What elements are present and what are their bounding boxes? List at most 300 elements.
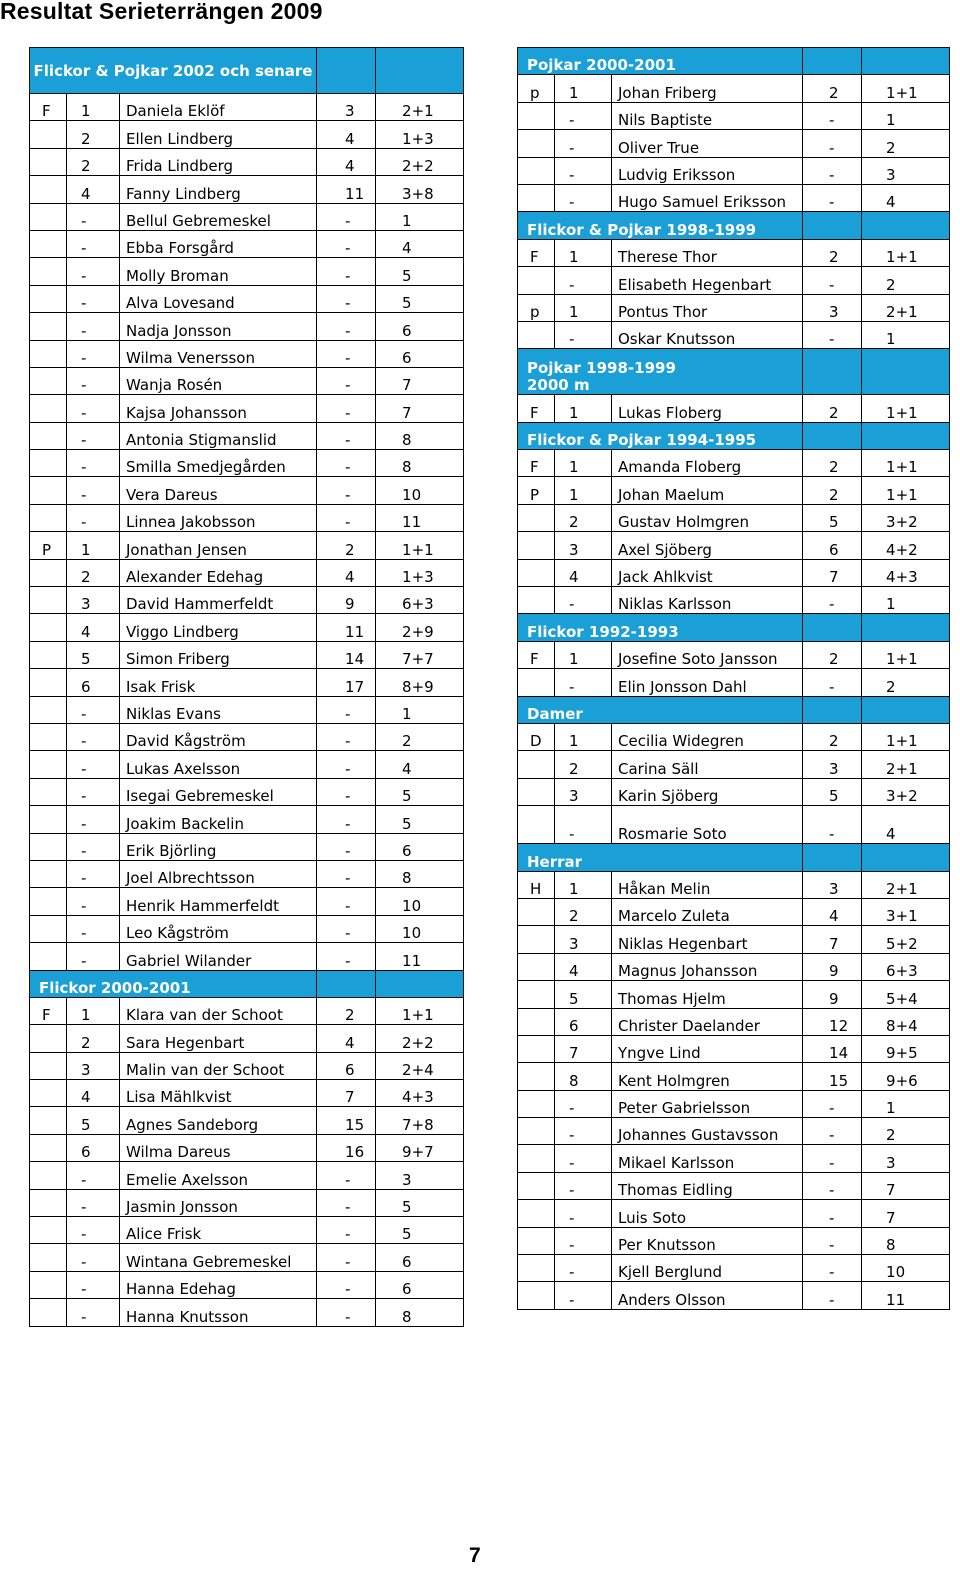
class-cell: F [518,641,555,668]
class-cell [518,1145,555,1172]
points-cell: 2 [803,395,862,422]
name-cell: Alice Frisk [120,1217,317,1244]
class-cell [30,806,67,833]
points-cell: - [803,102,862,129]
place-cell: 1 [555,871,612,898]
breakdown-cell: 5 [376,1217,464,1244]
points-cell: 2 [803,477,862,504]
place-cell: 5 [67,1107,120,1134]
category-title: Flickor 2000-2001 [39,978,191,997]
result-row [30,915,464,942]
class-cell [518,669,555,696]
breakdown-cell: 8 [376,422,464,449]
place-cell: 4 [555,559,612,586]
class-cell [518,559,555,586]
points-cell: 17 [317,669,376,696]
place-cell: - [67,477,120,504]
place-cell: - [67,1271,120,1298]
class-cell [518,751,555,778]
points-cell: - [317,696,376,723]
name-cell: Thomas Eidling [612,1172,803,1199]
breakdown-cell: 2+1 [862,294,950,321]
result-row [30,696,464,723]
name-cell: Isak Frisk [120,669,317,696]
result-row [30,477,464,504]
result-row [30,997,464,1024]
category-title: Pojkar 2000-2001 [527,56,676,75]
name-cell: Hanna Knutsson [120,1299,317,1326]
points-cell: - [803,1145,862,1172]
place-cell: 2 [67,148,120,175]
points-cell: - [803,267,862,294]
header-empty-cell [862,349,950,395]
results-table-left [29,47,464,1327]
place-cell: - [67,395,120,422]
class-cell [30,1134,67,1161]
points-cell: - [803,130,862,157]
result-row [30,860,464,887]
breakdown-cell: 1 [862,321,950,348]
header-empty-cell [376,48,464,94]
class-cell [518,1282,555,1309]
category-title: Pojkar 1998-1999 [527,359,676,378]
header-empty-cell [803,422,862,449]
breakdown-cell: 3+1 [862,898,950,925]
points-cell: - [317,860,376,887]
breakdown-cell: 2+1 [376,94,464,121]
place-cell: 4 [67,1080,120,1107]
name-cell: Jonathan Jensen [120,532,317,559]
header-empty-cell [317,970,376,997]
breakdown-cell: 1 [862,587,950,614]
header-empty-cell [862,212,950,239]
name-cell: Per Knutsson [612,1227,803,1254]
points-cell: 11 [317,614,376,641]
class-cell [30,1052,67,1079]
class-cell [30,258,67,285]
points-cell: - [317,806,376,833]
name-cell: Luis Soto [612,1200,803,1227]
name-cell: Sara Hegenbart [120,1025,317,1052]
name-cell: Kajsa Johansson [120,395,317,422]
place-cell: 1 [555,239,612,266]
result-row [30,641,464,668]
category-title: Flickor & Pojkar 2002 och senare [33,61,313,80]
points-cell: 12 [803,1008,862,1035]
points-cell: - [317,285,376,312]
breakdown-cell: 6 [376,1244,464,1271]
class-cell [518,1063,555,1090]
breakdown-cell: 1+1 [862,239,950,266]
points-cell: - [803,806,862,844]
class-cell: p [518,75,555,102]
name-cell: Elin Jonsson Dahl [612,669,803,696]
result-row [518,102,950,129]
place-cell: - [555,1172,612,1199]
points-cell: 14 [317,641,376,668]
result-row [518,981,950,1008]
class-cell: F [518,239,555,266]
page-title: Resultat Serieterrängen 2009 [0,0,323,24]
breakdown-cell: 1+3 [376,559,464,586]
points-cell: 3 [803,871,862,898]
breakdown-cell: 11 [862,1282,950,1309]
name-cell: Niklas Evans [120,696,317,723]
category-title: Flickor & Pojkar 1994-1995 [527,431,757,450]
class-cell [30,669,67,696]
result-row [30,176,464,203]
place-cell: 3 [67,587,120,614]
points-cell: 4 [317,148,376,175]
place-cell: - [67,422,120,449]
place-cell: 1 [555,641,612,668]
name-cell: Pontus Thor [612,294,803,321]
breakdown-cell: 4 [376,230,464,257]
name-cell: Wintana Gebremeskel [120,1244,317,1271]
points-cell: - [317,422,376,449]
points-cell: 2 [317,997,376,1024]
place-cell: 8 [555,1063,612,1090]
place-cell: - [67,258,120,285]
points-cell: 2 [803,239,862,266]
result-row [518,1172,950,1199]
result-row [518,1063,950,1090]
class-cell [30,587,67,614]
result-row [30,778,464,805]
place-cell: 1 [555,395,612,422]
breakdown-cell: 6 [376,340,464,367]
place-cell: - [67,833,120,860]
name-cell: Emelie Axelsson [120,1162,317,1189]
breakdown-cell: 5+2 [862,926,950,953]
result-row [30,230,464,257]
name-cell: Johan Maelum [612,477,803,504]
name-cell: Kjell Berglund [612,1255,803,1282]
points-cell: - [803,1200,862,1227]
header-empty-cell [862,48,950,75]
points-cell: 16 [317,1134,376,1161]
category-header-row [518,349,950,395]
result-row [30,723,464,750]
result-row [30,203,464,230]
points-cell: 14 [803,1035,862,1062]
class-cell [518,184,555,211]
class-cell [518,1172,555,1199]
name-cell: Christer Daelander [612,1008,803,1035]
place-cell: 1 [67,94,120,121]
points-cell: - [317,1271,376,1298]
name-cell: Peter Gabrielsson [612,1090,803,1117]
class-cell [518,806,555,844]
place-cell: - [67,860,120,887]
place-cell: 1 [555,723,612,750]
class-cell [30,121,67,148]
name-cell: Carina Säll [612,751,803,778]
breakdown-cell: 5 [376,258,464,285]
breakdown-cell: 8+9 [376,669,464,696]
name-cell: Josefine Soto Jansson [612,641,803,668]
breakdown-cell: 3+2 [862,504,950,531]
breakdown-cell: 5+4 [862,981,950,1008]
breakdown-cell: 2+1 [862,871,950,898]
result-row [518,450,950,477]
header-empty-cell [803,696,862,723]
name-cell: Rosmarie Soto [612,806,803,844]
name-cell: Amanda Floberg [612,450,803,477]
place-cell: 1 [67,532,120,559]
place-cell: - [555,1255,612,1282]
name-cell: Marcelo Zuleta [612,898,803,925]
result-row [518,1145,950,1172]
category-title: Flickor & Pojkar 1998-1999 [527,220,757,239]
class-cell: P [518,477,555,504]
name-cell: Antonia Stigmanslid [120,422,317,449]
name-cell: Anders Olsson [612,1282,803,1309]
category-header [518,349,803,395]
name-cell: Frida Lindberg [120,148,317,175]
name-cell: Daniela Eklöf [120,94,317,121]
breakdown-cell: 8 [862,1227,950,1254]
class-cell [518,321,555,348]
breakdown-cell: 1 [862,102,950,129]
result-row [518,157,950,184]
place-cell: - [67,751,120,778]
points-cell: - [317,888,376,915]
breakdown-cell: 7 [376,395,464,422]
class-cell: D [518,723,555,750]
points-cell: 15 [317,1107,376,1134]
category-header [518,212,803,239]
place-cell: - [555,321,612,348]
breakdown-cell: 7 [376,367,464,394]
place-cell: 6 [67,669,120,696]
breakdown-cell: 6 [376,313,464,340]
result-row [518,1200,950,1227]
class-cell: p [518,294,555,321]
result-row [30,1134,464,1161]
result-row [518,267,950,294]
header-empty-cell [803,349,862,395]
breakdown-cell: 10 [376,888,464,915]
result-row [518,559,950,586]
class-cell [30,450,67,477]
result-row [518,898,950,925]
category-header-row [30,48,464,94]
place-cell: - [555,157,612,184]
points-cell: 2 [803,450,862,477]
place-cell: 4 [67,176,120,203]
name-cell: Therese Thor [612,239,803,266]
result-row [518,75,950,102]
class-cell [518,1200,555,1227]
place-cell: 3 [555,926,612,953]
class-cell [30,176,67,203]
class-cell [518,587,555,614]
breakdown-cell: 1+1 [862,477,950,504]
place-cell: - [67,888,120,915]
result-row [30,504,464,531]
points-cell: 3 [803,294,862,321]
result-row [518,477,950,504]
result-row [30,94,464,121]
points-cell: - [803,1090,862,1117]
breakdown-cell: 4+3 [376,1080,464,1107]
breakdown-cell: 2+2 [376,148,464,175]
name-cell: Kent Holmgren [612,1063,803,1090]
header-empty-cell [862,422,950,449]
class-cell [30,641,67,668]
result-row [518,1035,950,1062]
place-cell: 2 [67,1025,120,1052]
name-cell: Gabriel Wilander [120,943,317,970]
category-header-row [518,422,950,449]
name-cell: David Kågström [120,723,317,750]
category-header-row [518,212,950,239]
place-cell: 5 [555,981,612,1008]
result-row [518,1227,950,1254]
name-cell: Axel Sjöberg [612,532,803,559]
result-row [30,751,464,778]
points-cell: - [317,723,376,750]
class-cell [518,532,555,559]
result-row [30,340,464,367]
place-cell: - [555,184,612,211]
name-cell: Yngve Lind [612,1035,803,1062]
result-row [30,285,464,312]
name-cell: Ellen Lindberg [120,121,317,148]
place-cell: - [555,806,612,844]
name-cell: Vera Dareus [120,477,317,504]
breakdown-cell: 5 [376,778,464,805]
points-cell: - [803,1172,862,1199]
class-cell [30,915,67,942]
points-cell: - [317,340,376,367]
result-row [30,806,464,833]
breakdown-cell: 7 [862,1200,950,1227]
name-cell: Joel Albrechtsson [120,860,317,887]
header-empty-cell [862,614,950,641]
breakdown-cell: 1+1 [862,723,950,750]
points-cell: 6 [317,1052,376,1079]
result-row [518,723,950,750]
name-cell: Smilla Smedjegården [120,450,317,477]
place-cell: 2 [67,121,120,148]
result-row [30,559,464,586]
points-cell: 15 [803,1063,862,1090]
points-cell: 7 [803,559,862,586]
breakdown-cell: 1 [376,203,464,230]
name-cell: Bellul Gebremeskel [120,203,317,230]
result-row [30,614,464,641]
result-row [518,184,950,211]
name-cell: Alexander Edehag [120,559,317,586]
points-cell: 9 [317,587,376,614]
breakdown-cell: 10 [862,1255,950,1282]
breakdown-cell: 2 [862,1118,950,1145]
result-row [518,504,950,531]
points-cell: - [317,778,376,805]
class-cell [30,860,67,887]
breakdown-cell: 9+7 [376,1134,464,1161]
breakdown-cell: 9+6 [862,1063,950,1090]
place-cell: - [67,285,120,312]
class-cell [518,953,555,980]
class-cell: F [518,395,555,422]
category-subtitle: 2000 m [527,376,590,395]
name-cell: Viggo Lindberg [120,614,317,641]
class-cell [518,1008,555,1035]
place-cell: 1 [555,294,612,321]
points-cell: 5 [803,778,862,805]
header-empty-cell [862,696,950,723]
name-cell: Simon Friberg [120,641,317,668]
class-cell [30,422,67,449]
place-cell: - [67,1217,120,1244]
class-cell: F [30,94,67,121]
category-header [30,48,317,94]
result-row [518,395,950,422]
category-header-row [30,970,464,997]
name-cell: Joakim Backelin [120,806,317,833]
name-cell: Wanja Rosén [120,367,317,394]
result-row [30,121,464,148]
header-empty-cell [862,844,950,871]
points-cell: 6 [803,532,862,559]
category-header [518,844,803,871]
name-cell: Oskar Knutsson [612,321,803,348]
breakdown-cell: 9+5 [862,1035,950,1062]
name-cell: Nadja Jonsson [120,313,317,340]
class-cell [30,203,67,230]
points-cell: 5 [803,504,862,531]
class-cell [30,723,67,750]
result-row [30,1189,464,1216]
breakdown-cell: 3+8 [376,176,464,203]
class-cell [30,888,67,915]
class-cell [30,395,67,422]
points-cell: - [803,1118,862,1145]
breakdown-cell: 2+4 [376,1052,464,1079]
points-cell: 11 [317,176,376,203]
result-row [518,321,950,348]
class-cell [518,981,555,1008]
class-cell [30,230,67,257]
points-cell: 7 [317,1080,376,1107]
place-cell: - [67,230,120,257]
name-cell: Leo Kågström [120,915,317,942]
place-cell: 7 [555,1035,612,1062]
breakdown-cell: 6 [376,1271,464,1298]
breakdown-cell: 3 [862,1145,950,1172]
name-cell: Molly Broman [120,258,317,285]
points-cell: 2 [803,75,862,102]
breakdown-cell: 6 [376,833,464,860]
category-header-row [518,844,950,871]
result-row [30,669,464,696]
place-cell: 2 [555,751,612,778]
breakdown-cell: 3 [376,1162,464,1189]
points-cell: - [317,915,376,942]
result-row [30,833,464,860]
breakdown-cell: 2+2 [376,1025,464,1052]
result-row [30,587,464,614]
points-cell: - [317,1299,376,1326]
place-cell: 6 [555,1008,612,1035]
place-cell: - [67,696,120,723]
category-title: Flickor 1992-1993 [527,622,679,641]
points-cell: 4 [317,559,376,586]
name-cell: Oliver True [612,130,803,157]
